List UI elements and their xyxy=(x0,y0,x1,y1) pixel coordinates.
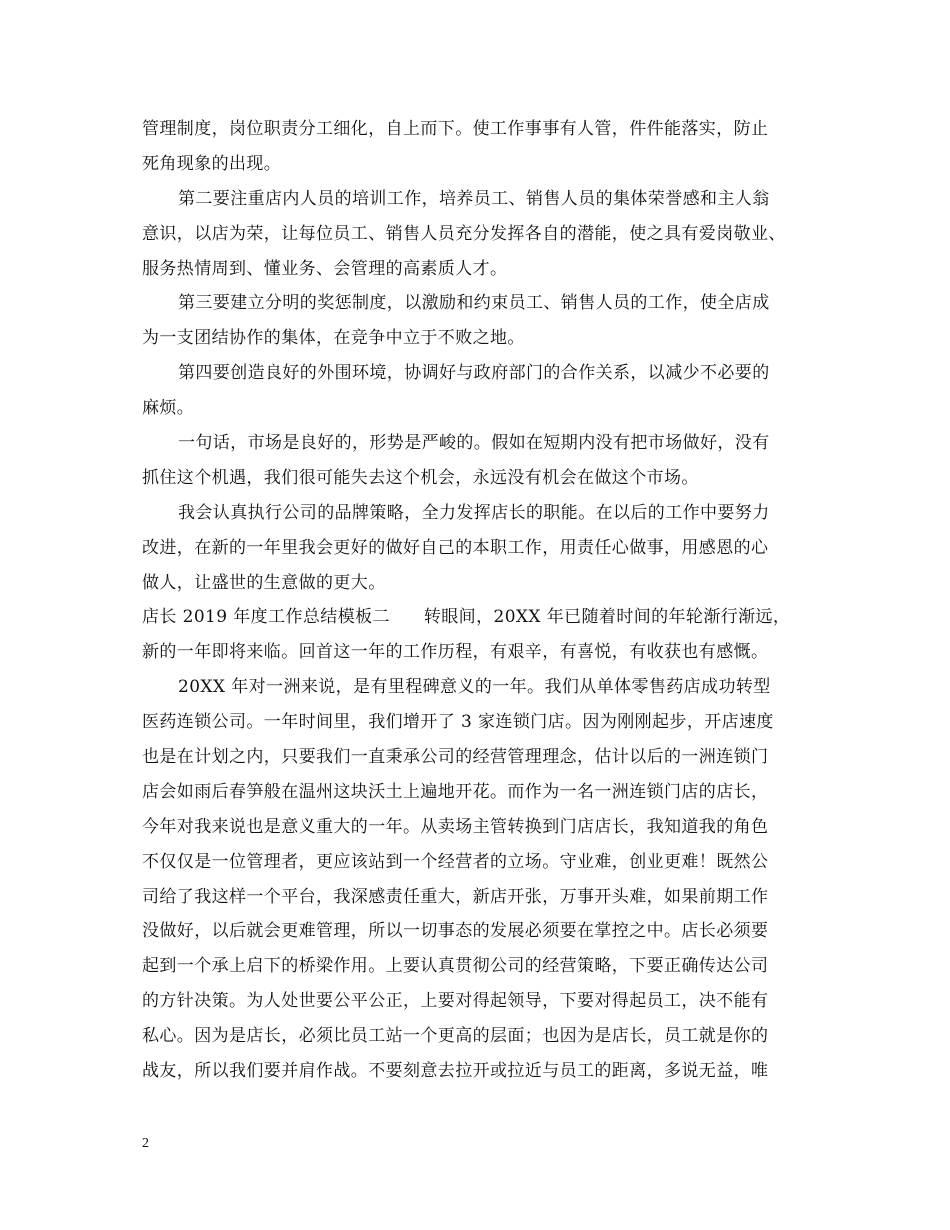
text-line: 的方针决策。为人处世要公平公正，上要对得起领导，下要对得起员工，决不能有 xyxy=(142,991,769,1012)
text-line: 做人，让盛世的生意做的更大。 xyxy=(142,572,386,593)
text-line: 为一支团结协作的集体，在竞争中立于不败之地。 xyxy=(142,328,525,349)
text-line: 麻烦。 xyxy=(142,398,195,419)
page-number: 2 xyxy=(142,1136,149,1151)
text-line: 抓住这个机遇，我们很可能失去这个机会，永远没有机会在做这个市场。 xyxy=(142,467,699,488)
text-line: 也是在计划之内，只要我们一直秉承公司的经营管理理念，估计以后的一洲连锁门 xyxy=(142,747,769,768)
text-line: 服务热情周到、懂业务、会管理的高素质人才。 xyxy=(142,258,508,279)
text-line: 不仅仅是一位管理者，更应该站到一个经营者的立场。守业难，创业更难！既然公 xyxy=(142,851,769,872)
text-line: 起到一个承上启下的桥梁作用。上要认真贯彻公司的经营策略，下要正确传达公司 xyxy=(142,956,769,977)
section-title: 店长 2019 年度工作总结模板二 xyxy=(142,607,390,628)
text-line: 没做好，以后就会更难管理，所以一切事态的发展必须要在掌控之中。店长必须要 xyxy=(142,921,769,942)
text-line: 我会认真执行公司的品牌策略，全力发挥店长的职能。在以后的工作中要努力 xyxy=(178,502,770,523)
text-line: 管理制度，岗位职责分工细化，自上而下。使工作事事有人管，件件能落实，防止 xyxy=(142,119,769,139)
text-line: 第三要建立分明的奖惩制度，以激励和约束员工、销售人员的工作，使全店成 xyxy=(178,293,770,314)
text-line: 20XX 年对一洲来说，是有里程碑意义的一年。我们从单体零售药店成功转型 xyxy=(178,677,771,698)
text-line: 私心。因为是店长，必须比员工站一个更高的层面；也因为是店长，员工就是你的 xyxy=(142,1026,769,1047)
text-line: 死角现象的出现。 xyxy=(142,153,282,174)
text-line: 店会如雨后春笋般在温州这块沃土上遍地开花。而作为一名一洲连锁门店的店长， xyxy=(142,781,769,802)
body-text xyxy=(142,112,822,1089)
text-line: 第四要创造良好的外围环境，协调好与政府部门的合作关系，以减少不必要的 xyxy=(178,363,770,384)
text-line: 今年对我来说也是意义重大的一年。从卖场主管转换到门店店长，我知道我的角色 xyxy=(142,816,769,837)
text-line: 战友，所以我们要并肩作战。不要刻意去拉开或拉近与员工的距离，多说无益，唯 xyxy=(142,1061,769,1082)
text-line: 新的一年即将来临。回首这一年的工作历程，有艰辛，有喜悦，有收获也有感慨。 xyxy=(142,642,769,663)
section-heading-line xyxy=(142,600,822,635)
text-line: 医药连锁公司。一年时间里，我们增开了 3 家连锁门店。因为刚刚起步，开店速度 xyxy=(142,712,774,733)
text-line: 第二要注重店内人员的培训工作，培养员工、销售人员的集体荣誉感和主人翁 xyxy=(178,188,770,209)
text-line: 意识，以店为荣，让每位员工、销售人员充分发挥各自的潜能，使之具有爱岗敬业、 xyxy=(142,223,786,244)
text-line: 一句话，市场是良好的，形势是严峻的。假如在短期内没有把市场做好，没有 xyxy=(178,433,770,454)
text-line: 改进，在新的一年里我会更好的做好自己的本职工作，用责任心做事，用感恩的心 xyxy=(142,537,769,558)
text-line: 司给了我这样一个平台，我深感责任重大，新店开张，万事开头难，如果前期工作 xyxy=(142,886,769,907)
text-line: 转眼间，20XX 年已随着时间的年轮渐行渐远， xyxy=(423,607,791,628)
